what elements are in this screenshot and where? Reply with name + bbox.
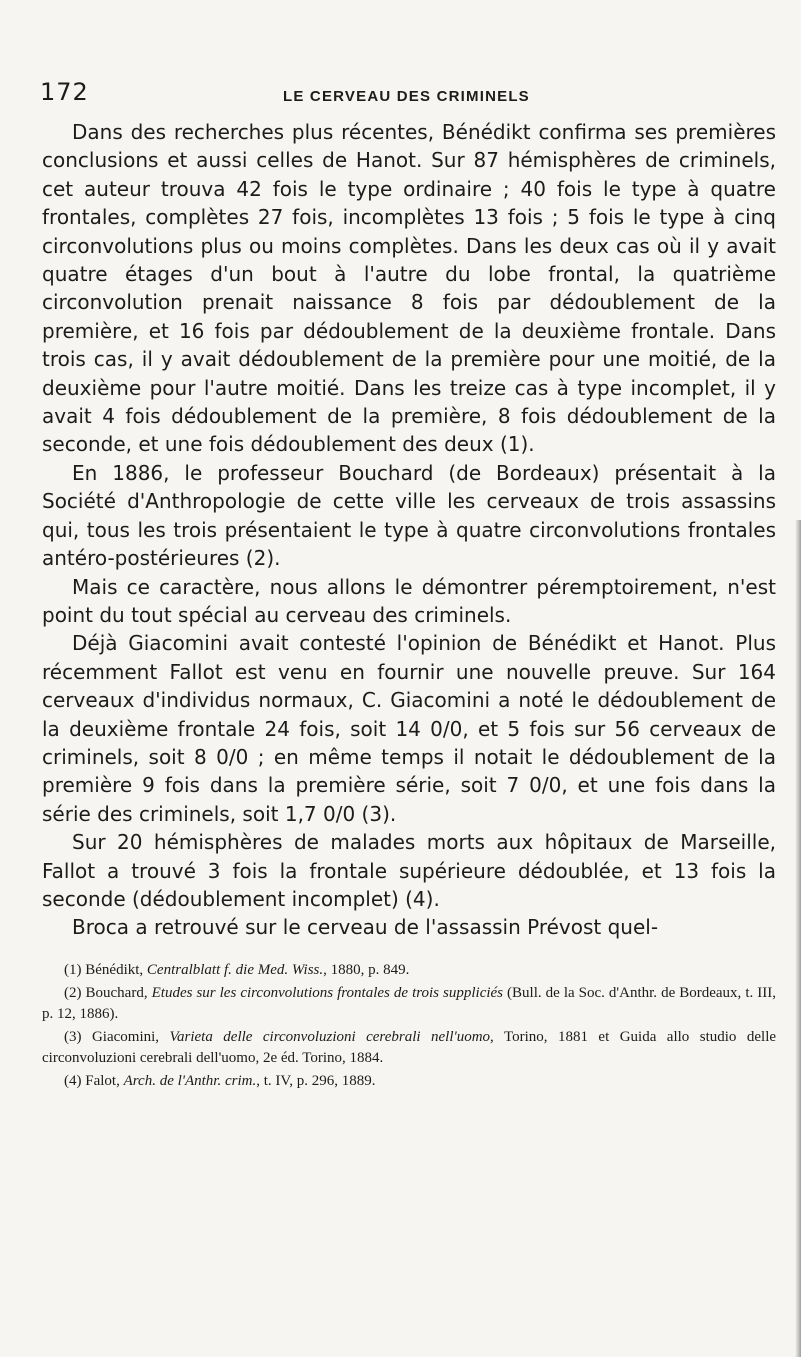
footnote bbox=[42, 1071, 776, 1092]
footnote-rest: , t. IV, p. 296, 1889. bbox=[256, 1072, 376, 1089]
footnote-author: Bouchard, bbox=[85, 984, 148, 1001]
paragraph: Broca a retrouvé sur le cerveau de l'assassin Prévost quel- bbox=[72, 915, 659, 940]
paragraph: En 1886, le professeur Bouchard (de Bordeaux) présentait à la Société d'Anthropologie de cette ville les cerveaux de trois assassins qui, tous les trois présentaient le type à quatre circonvolutions frontales antéro-postérieures (2). bbox=[42, 460, 776, 571]
footnote-rest: , Torino, 1881 et Guida allo studio delle circonvoluzioni cerebrali dell'uomo, 2e éd. Torino, 1884. bbox=[42, 1028, 777, 1066]
footnote-number: (1) bbox=[64, 961, 82, 978]
paragraph: Mais ce caractère, nous allons le démontrer péremptoirement, n'est point du tout spécial au cerveau des criminels. bbox=[42, 574, 776, 627]
paragraph: Déjà Giacomini avait contesté l'opinion de Bénédikt et Hanot. Plus récemment Fallot est venu en fournir une nouvelle preuve. Sur 164 cerveaux d'individus normaux, C. Giacomini a noté le dédoublement de la deuxième frontale 24 fois, soit 14 0/0, et 5 fois sur 56 cerveaux de criminels, soit 8 0/0 ; en même temps il notait le dédoublement de la première 9 fois dans la première série, soit 7 0/0, et une fois dans la série des criminels, soit 1,7 0/0 (3). bbox=[42, 631, 776, 826]
footnote-author: Falot, bbox=[85, 1072, 120, 1089]
paragraph: Dans des recherches plus récentes, Bénédikt confirma ses premières conclusions et aussi celles de Hanot. Sur 87 hémisphères de criminels, cet auteur trouva 42 fois le type ordinaire ; 40 fois le type à quatre frontales, complètes 27 fois, incomplètes 13 fois ; 5 fois le type à cinq circonvolutions plus ou moins complètes. Dans les deux cas où il y avait quatre étages d'un bout à l'autre du lobe frontal, la quatrième circonvolution prenait naissance 8 fois par dédoublement de la première, et 16 fois par dédoublement de la deuxième frontale. Dans trois cas, il y avait dédoublement de la première pour une moitié, de la deuxième pour l'autre moitié. Dans les treize cas à type incomplet, il y avait 4 fois dédoublement de la première, 8 fois dédoublement de la seconde, et une fois dédoublement des deux (1). bbox=[42, 120, 776, 457]
footnote-author: Bénédikt, bbox=[85, 961, 144, 978]
body-text bbox=[40, 118, 776, 942]
footnote bbox=[42, 960, 776, 981]
book-page bbox=[40, 78, 776, 1094]
footnote-number: (3) bbox=[64, 1028, 82, 1045]
footnote-number: (4) bbox=[64, 1072, 82, 1089]
page-edge-shadow bbox=[795, 520, 801, 1357]
footnotes bbox=[40, 960, 776, 1092]
footnote-title: Arch. de l'Anthr. crim. bbox=[123, 1072, 257, 1089]
footnote-rest: , 1880, p. 849. bbox=[323, 961, 410, 978]
running-title: LE CERVEAU DES CRIMINELS bbox=[283, 88, 530, 105]
footnote bbox=[42, 1027, 776, 1069]
footnote-rest: (Bull. de la Soc. d'Anthr. de Bordeaux, t. III, p. 12, 1886). bbox=[42, 984, 776, 1022]
footnote-author: Giacomini, bbox=[91, 1028, 160, 1045]
footnote-title: Varieta delle circonvoluzioni cerebrali nell'uomo bbox=[169, 1028, 491, 1045]
footnote bbox=[42, 983, 776, 1025]
page-header bbox=[40, 78, 776, 118]
footnote-number: (2) bbox=[64, 984, 82, 1001]
paragraph: Sur 20 hémisphères de malades morts aux hôpitaux de Marseille, Fallot a trouvé 3 fois la frontale supérieure dédoublée, et 13 fois la seconde (dédoublement incomplet) (4). bbox=[42, 830, 776, 911]
footnote-title: Centralblatt f. die Med. Wiss. bbox=[146, 961, 324, 978]
page-number: 172 bbox=[40, 78, 89, 106]
footnote-title: Etudes sur les circonvolutions frontales de trois suppliciés bbox=[151, 984, 504, 1001]
